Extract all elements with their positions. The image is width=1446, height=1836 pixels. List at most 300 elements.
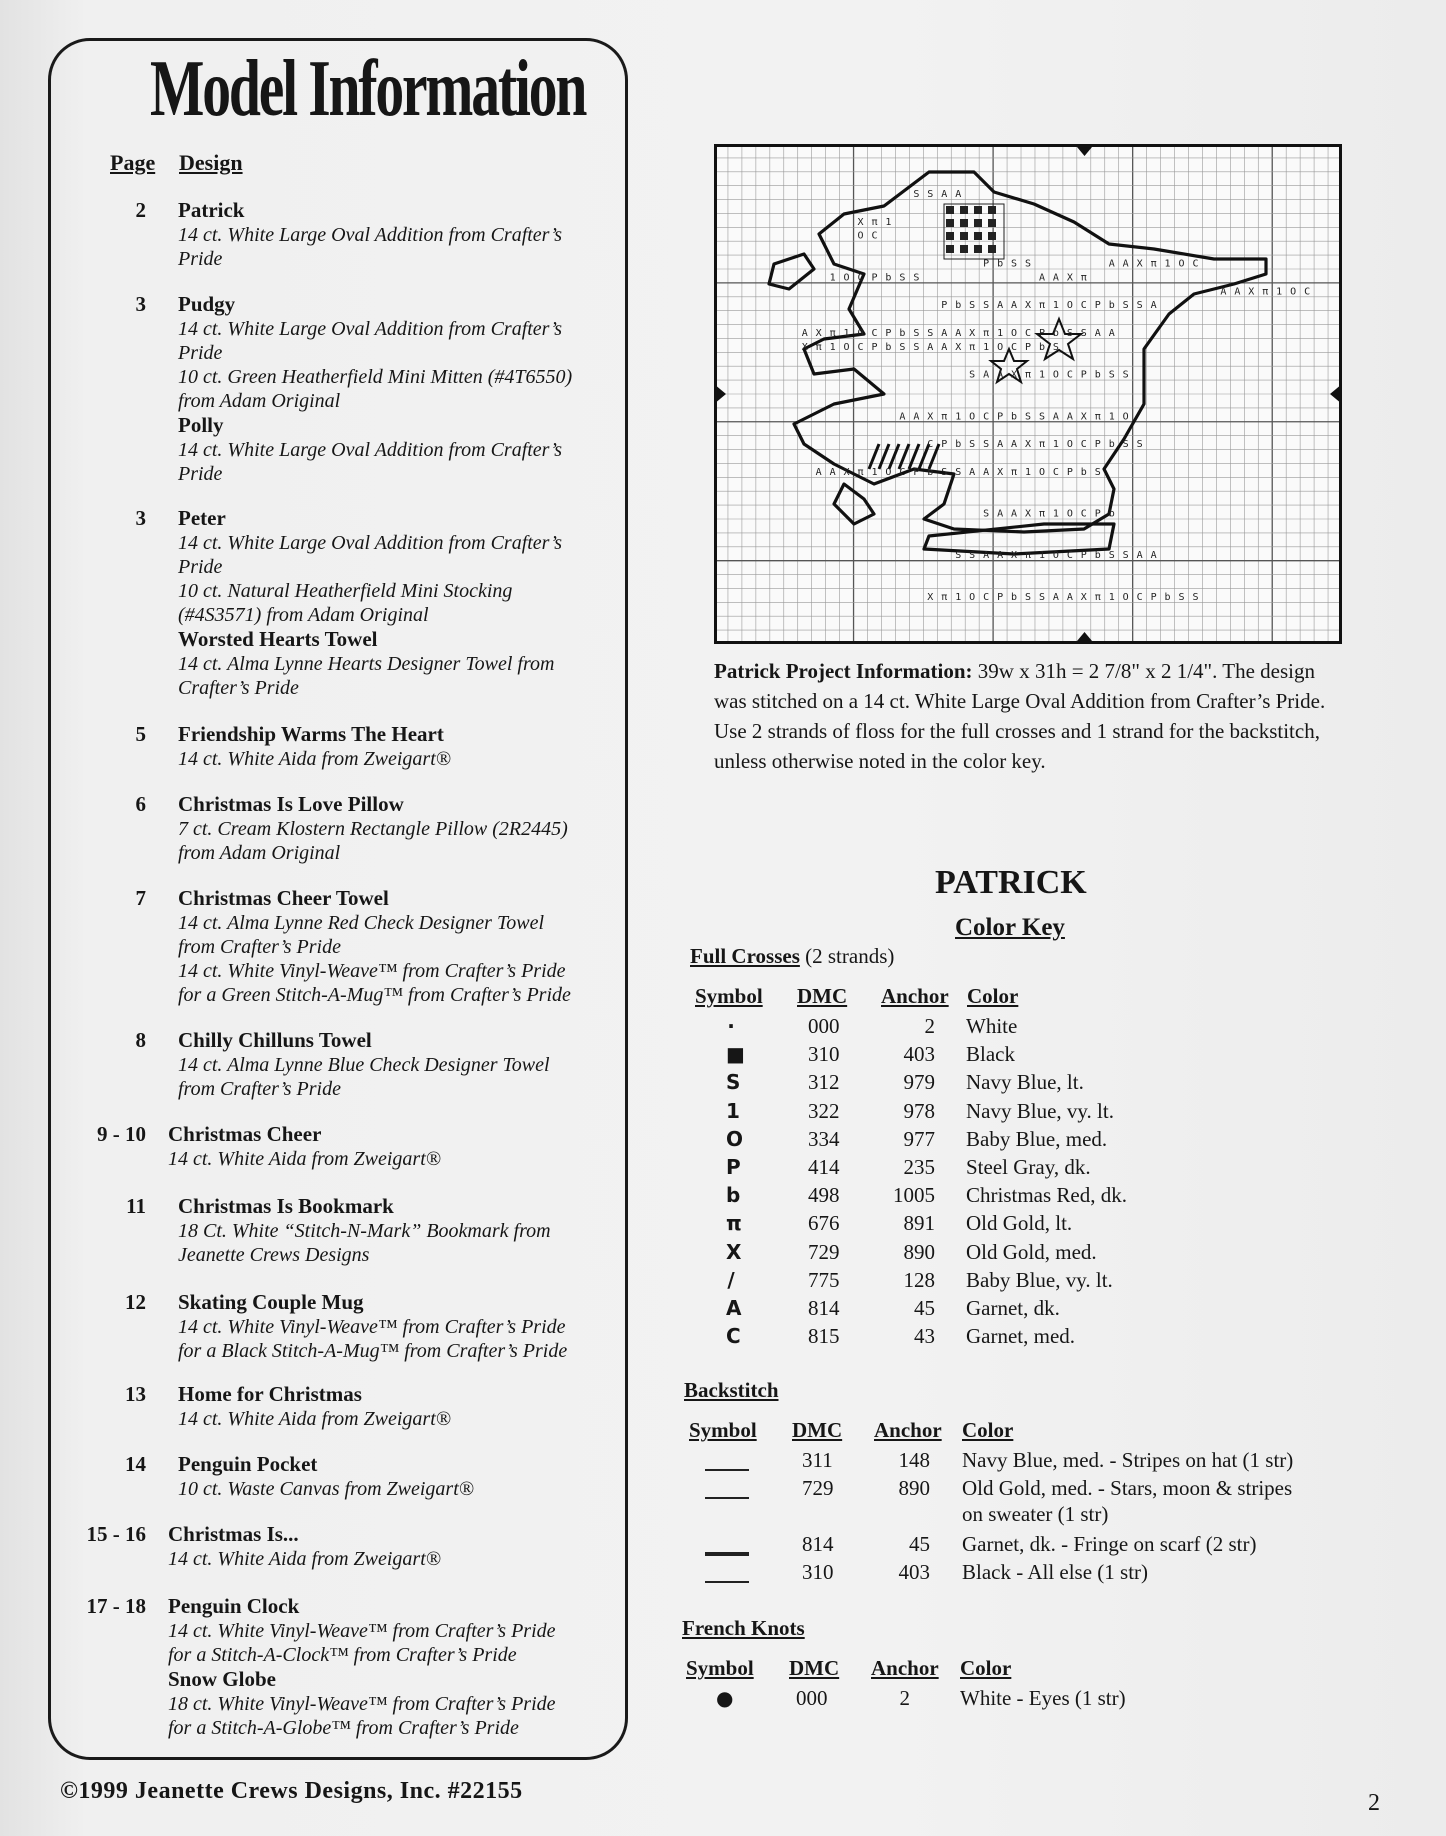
svg-text:A: A [1011, 439, 1018, 451]
dmc-number: 775 [808, 1267, 840, 1292]
entry-designs [178, 722, 618, 771]
dmc-number: 814 [802, 1532, 834, 1556]
svg-text:S: S [983, 300, 990, 312]
entry-page: 9 - 10 [97, 1122, 146, 1146]
svg-text:C: C [927, 439, 934, 451]
svg-text:1: 1 [1038, 369, 1045, 381]
svg-text:π: π [941, 411, 948, 423]
svg-text:O: O [969, 591, 976, 603]
svg-text:b: b [1011, 411, 1018, 423]
svg-text:O: O [1011, 327, 1018, 339]
svg-text:S: S [1011, 258, 1018, 270]
svg-text:P: P [1080, 550, 1087, 562]
svg-text:1: 1 [843, 327, 850, 339]
design-name: Peter [178, 506, 226, 530]
svg-text:X: X [843, 466, 850, 478]
svg-text:S: S [969, 300, 976, 312]
design-material: for a Stitch-A-Clock™ from Crafter’s Pride [168, 1644, 517, 1666]
svg-text:π: π [1094, 411, 1101, 423]
design-material: 14 ct. White Aida from Zweigart® [168, 1148, 441, 1170]
entry-designs [178, 506, 618, 700]
svg-text:P: P [1150, 591, 1157, 603]
svg-text:A: A [997, 439, 1004, 451]
svg-text:A: A [1066, 411, 1073, 423]
svg-text:π: π [829, 327, 836, 339]
design-name: Penguin Pocket [178, 1452, 318, 1476]
svg-text:S: S [1136, 300, 1143, 312]
color-name: Baby Blue, med. [966, 1126, 1108, 1151]
svg-text:S: S [969, 439, 976, 451]
color-name: Garnet, dk. [966, 1296, 1060, 1320]
svg-text:b: b [997, 258, 1004, 270]
design-material: 7 ct. Cream Klostern Rectangle Pillow (2R2445) [178, 818, 568, 840]
svg-text:b: b [1164, 591, 1171, 603]
svg-text:S: S [1108, 369, 1115, 381]
svg-text:S: S [1178, 591, 1185, 603]
cross-stitch-chart [714, 144, 1342, 644]
svg-text:S: S [955, 466, 962, 478]
svg-text:A: A [1122, 258, 1129, 270]
svg-text:π: π [815, 341, 822, 353]
svg-text:C: C [899, 466, 906, 478]
svg-text:S: S [1094, 466, 1101, 478]
svg-text:X: X [1024, 508, 1032, 520]
design-title: PATRICK [935, 864, 1087, 901]
svg-text:P: P [941, 439, 948, 451]
svg-text:1: 1 [1276, 286, 1283, 298]
svg-text:C: C [871, 230, 878, 242]
svg-text:C: C [857, 341, 864, 353]
svg-text:π: π [941, 591, 948, 603]
svg-text:A: A [1150, 300, 1157, 312]
design-name: Pudgy [178, 292, 236, 316]
svg-text:P: P [1094, 439, 1101, 451]
entry-designs [178, 1452, 618, 1501]
dmc-number: 498 [808, 1183, 840, 1208]
design-material: Crafter’s Pride [178, 677, 299, 699]
color-name: White - Eyes (1 str) [960, 1686, 1126, 1710]
dmc-number: 814 [808, 1296, 840, 1320]
svg-text:C: C [1304, 286, 1311, 298]
design-name: Worsted Hearts Towel [178, 627, 378, 651]
design-material: Pride [178, 248, 223, 270]
svg-text:P: P [885, 327, 892, 339]
svg-text:P: P [871, 341, 878, 353]
stitch-symbol: ■ [726, 1042, 745, 1067]
svg-text:A: A [941, 341, 948, 353]
stitch-symbol: · [727, 1014, 735, 1038]
model-information-title: Model Information [150, 45, 586, 133]
anchor-number: 403 [898, 1560, 930, 1584]
stitch-symbol: b [726, 1183, 741, 1208]
svg-text:X: X [1024, 439, 1032, 451]
svg-text:S: S [1122, 550, 1129, 562]
svg-text:A: A [1136, 550, 1143, 562]
svg-text:X: X [1080, 411, 1087, 423]
svg-text:S: S [1024, 258, 1032, 270]
svg-text:O: O [1066, 300, 1073, 312]
svg-text:A: A [927, 341, 934, 353]
project-info-label: Patrick Project Information: [714, 659, 973, 683]
entry-page: 11 [126, 1194, 146, 1218]
anchor-number: 890 [903, 1239, 935, 1264]
full-crosses-heading: Full Crosses (2 strands) [690, 944, 895, 968]
svg-text:A: A [941, 189, 948, 201]
svg-text:C: C [1011, 341, 1018, 353]
dmc-number: 311 [802, 1448, 833, 1472]
svg-text:S: S [1080, 327, 1087, 339]
svg-text:O: O [843, 272, 850, 284]
svg-text:1: 1 [1038, 550, 1045, 562]
color-name: White [966, 1014, 1018, 1038]
svg-text:S: S [1136, 439, 1143, 451]
entry-designs [178, 1290, 618, 1363]
svg-text:1: 1 [955, 591, 962, 603]
design-name: Patrick [178, 198, 245, 222]
svg-text:S: S [1052, 341, 1059, 353]
svg-text:S: S [1038, 411, 1045, 423]
dmc-number: 310 [808, 1042, 840, 1067]
design-material: 14 ct. White Vinyl-Weave™ from Crafter’s Pride [178, 960, 566, 982]
design-name: Christmas Is Love Pillow [178, 792, 404, 816]
svg-text:1: 1 [997, 327, 1004, 339]
stitch-symbol: S [726, 1070, 741, 1095]
dmc-number: 322 [808, 1098, 840, 1123]
svg-text:O: O [1038, 466, 1045, 478]
svg-text:X: X [1011, 550, 1018, 562]
svg-text:S: S [1066, 327, 1073, 339]
design-material: Pride [178, 556, 223, 578]
stitch-symbol: π [726, 1211, 742, 1236]
svg-text:b: b [1108, 439, 1115, 451]
svg-text:P: P [997, 411, 1004, 423]
design-material: 14 ct. Alma Lynne Blue Check Designer Towel [178, 1054, 550, 1076]
svg-text:A: A [1108, 258, 1115, 270]
svg-text:π: π [1094, 591, 1101, 603]
project-description: The design was stitched on a 14 ct. White Large Oval Addition from Crafter’s Pride. Use 2 strands of floss for the full crosses and 1 strand for the backstitch, unless otherwise noted in the color key. [714, 659, 1326, 773]
color-name: Old Gold, lt. [966, 1211, 1073, 1236]
svg-text:C: C [857, 272, 864, 284]
entry-page: 3 [135, 506, 146, 530]
anchor-number: 890 [898, 1476, 930, 1500]
project-information [714, 656, 1334, 776]
entry-page: 17 - 18 [86, 1594, 146, 1618]
svg-text:1: 1 [829, 272, 836, 284]
svg-text:A: A [941, 327, 948, 339]
svg-text:S: S [1038, 591, 1045, 603]
svg-text:A: A [913, 411, 920, 423]
column-header-color: Color [962, 1418, 1014, 1442]
svg-text:S: S [913, 327, 920, 339]
column-header-dmc: DMC [792, 1418, 843, 1442]
svg-text:S: S [1122, 369, 1129, 381]
entry-designs [168, 1122, 608, 1171]
svg-text:S: S [899, 272, 906, 284]
design-material: 14 ct. Alma Lynne Red Check Designer Towel [178, 912, 545, 934]
svg-text:S: S [913, 189, 920, 201]
page-number: 2 [1368, 1790, 1380, 1816]
stitch-symbol: / [727, 1267, 735, 1292]
svg-text:S: S [969, 550, 976, 562]
svg-text:O: O [1122, 411, 1129, 423]
svg-text:S: S [927, 189, 934, 201]
entry-designs [178, 1194, 618, 1267]
anchor-number: 43 [914, 1324, 935, 1349]
svg-text:X: X [927, 591, 934, 603]
design-name: Christmas Is... [168, 1522, 299, 1546]
svg-text:A: A [1150, 550, 1157, 562]
design-column-header: Design [179, 150, 243, 175]
svg-text:O: O [997, 341, 1004, 353]
svg-text:C: C [1080, 439, 1087, 451]
svg-text:S: S [913, 341, 920, 353]
svg-text:C: C [1080, 300, 1087, 312]
svg-text:π: π [871, 216, 878, 228]
svg-text:1: 1 [885, 216, 892, 228]
stitch-symbol: O [726, 1126, 744, 1151]
copyright-footer: ©1999 Jeanette Crews Designs, Inc. #22155 [60, 1778, 523, 1804]
column-header-anchor: Anchor [874, 1418, 942, 1442]
svg-text:S: S [1024, 591, 1032, 603]
svg-text:P: P [1094, 508, 1101, 520]
svg-text:b: b [1038, 341, 1045, 353]
design-material: 14 ct. White Large Oval Addition from Crafter’s [178, 318, 563, 340]
svg-text:π: π [857, 466, 864, 478]
anchor-number: 2 [924, 1014, 935, 1038]
svg-text:X: X [955, 341, 962, 353]
svg-text:S: S [1122, 300, 1129, 312]
svg-text:1: 1 [1164, 258, 1171, 270]
design-material: for a Black Stitch-A-Mug™ from Crafter’s Pride [178, 1340, 568, 1362]
color-name: Old Gold, med. [966, 1239, 1097, 1264]
anchor-number: 403 [903, 1042, 935, 1067]
stitch-symbol: 1 [726, 1098, 740, 1123]
svg-text:A: A [1011, 300, 1018, 312]
svg-text:C: C [983, 411, 990, 423]
svg-text:P: P [997, 591, 1004, 603]
svg-text:π: π [1024, 369, 1032, 381]
svg-text:P: P [1024, 341, 1032, 353]
column-header-symbol: Symbol [686, 1656, 754, 1680]
svg-text:S: S [1122, 439, 1129, 451]
color-name-continued: on sweater (1 str) [962, 1502, 1109, 1526]
design-material: 10 ct. Green Heatherfield Mini Mitten (#4T6550) [178, 366, 573, 388]
anchor-number: 979 [903, 1070, 935, 1095]
svg-text:A: A [1234, 286, 1241, 298]
svg-text:b: b [1094, 550, 1101, 562]
design-name: Chilly Chilluns Towel [178, 1028, 372, 1052]
design-material: 14 ct. White Aida from Zweigart® [168, 1548, 441, 1570]
column-header-symbol: Symbol [695, 984, 763, 1008]
svg-text:S: S [899, 341, 906, 353]
design-material: from Adam Original [178, 390, 341, 412]
entry-page: 2 [135, 198, 146, 222]
svg-text:A: A [997, 369, 1004, 381]
anchor-number: 978 [903, 1098, 935, 1123]
svg-text:O: O [1066, 439, 1073, 451]
svg-text:π: π [983, 327, 990, 339]
design-material: 18 ct. White Vinyl-Weave™ from Crafter’s Pride [168, 1693, 556, 1715]
design-material: 14 ct. White Aida from Zweigart® [178, 1408, 451, 1430]
anchor-number: 45 [909, 1532, 930, 1556]
backstitch-line-icon [705, 1456, 749, 1481]
svg-text:X: X [927, 411, 934, 423]
svg-text:A: A [1220, 286, 1227, 298]
svg-text:C: C [1066, 369, 1073, 381]
design-material: for a Stitch-A-Globe™ from Crafter’s Pride [168, 1717, 519, 1739]
svg-text:S: S [927, 327, 934, 339]
color-name: Steel Gray, dk. [966, 1155, 1091, 1179]
entry-page: 5 [135, 722, 146, 746]
dmc-number: 310 [802, 1560, 834, 1584]
dmc-number: 815 [808, 1324, 840, 1349]
svg-text:A: A [997, 300, 1004, 312]
svg-text:S: S [941, 466, 948, 478]
svg-text:π: π [1150, 258, 1157, 270]
svg-text:A: A [1038, 272, 1045, 284]
svg-text:b: b [955, 439, 962, 451]
svg-text:C: C [1080, 508, 1087, 520]
svg-text:X: X [1080, 591, 1087, 603]
entry-designs [178, 1382, 618, 1431]
color-name: Black [966, 1042, 1015, 1067]
svg-text:π: π [1262, 286, 1269, 298]
stitch-symbol: C [726, 1324, 741, 1349]
design-material: 14 ct. White Vinyl-Weave™ from Crafter’s Pride [168, 1620, 556, 1642]
svg-text:A: A [983, 369, 990, 381]
svg-text:X: X [857, 216, 864, 228]
anchor-number: 45 [914, 1296, 935, 1320]
anchor-number: 148 [898, 1448, 930, 1472]
design-name: Home for Christmas [178, 1382, 362, 1406]
anchor-number: 1005 [893, 1183, 935, 1208]
svg-text:b: b [1108, 508, 1115, 520]
svg-text:P: P [1038, 327, 1045, 339]
color-name: Navy Blue, med. - Stripes on hat (1 str) [962, 1448, 1294, 1472]
svg-text:C: C [1066, 550, 1073, 562]
color-name: Garnet, med. [966, 1324, 1076, 1349]
column-header-color: Color [967, 984, 1019, 1008]
entry-designs [178, 886, 618, 1007]
svg-text:O: O [1290, 286, 1297, 298]
svg-text:O: O [969, 411, 976, 423]
column-header-symbol: Symbol [689, 1418, 757, 1442]
entry-designs [168, 1594, 608, 1740]
svg-text:P: P [941, 300, 948, 312]
svg-text:π: π [1024, 550, 1032, 562]
svg-text:O: O [1122, 591, 1129, 603]
french-knots-heading: French Knots [682, 1616, 805, 1640]
svg-text:A: A [997, 508, 1004, 520]
backstitch-line-icon [705, 1540, 749, 1565]
dmc-number: 729 [802, 1476, 834, 1500]
svg-text:C: C [1192, 258, 1199, 270]
design-material: 14 ct. Alma Lynne Hearts Designer Towel from [178, 653, 555, 675]
anchor-number: 128 [903, 1267, 935, 1292]
svg-text:1: 1 [1108, 591, 1115, 603]
anchor-number: 891 [903, 1211, 935, 1236]
design-material: 14 ct. White Large Oval Addition from Crafter’s [178, 224, 563, 246]
svg-text:X: X [1011, 369, 1018, 381]
svg-text:b: b [927, 466, 934, 478]
svg-text:1: 1 [1024, 466, 1032, 478]
design-name: Penguin Clock [168, 1594, 300, 1618]
dmc-number: 676 [808, 1211, 840, 1236]
entry-designs [178, 292, 618, 486]
svg-text:b: b [1011, 591, 1018, 603]
entry-designs [178, 1028, 618, 1101]
svg-text:A: A [829, 466, 836, 478]
svg-text:A: A [983, 550, 990, 562]
stitch-symbol: X [726, 1239, 742, 1264]
stitch-symbol: A [726, 1296, 742, 1320]
svg-text:C: C [1136, 591, 1143, 603]
dmc-number: 414 [808, 1155, 840, 1179]
design-material: from Adam Original [178, 842, 341, 864]
svg-text:A: A [983, 466, 990, 478]
french-knot-symbol: ● [716, 1686, 734, 1710]
stitch-symbol: P [726, 1155, 741, 1179]
design-material: 14 ct. White Vinyl-Weave™ from Crafter’s Pride [178, 1316, 566, 1338]
design-material: 14 ct. White Large Oval Addition from Crafter’s [178, 439, 563, 461]
design-material: 18 Ct. White “Stitch-N-Mark” Bookmark from [178, 1220, 551, 1242]
svg-text:b: b [885, 272, 892, 284]
svg-text:P: P [983, 258, 990, 270]
page-column-header: Page [110, 150, 156, 175]
design-name: Friendship Warms The Heart [178, 722, 444, 746]
svg-text:π: π [1038, 439, 1045, 451]
svg-text:C: C [983, 591, 990, 603]
svg-text:P: P [871, 272, 878, 284]
design-name: Christmas Cheer [168, 1122, 322, 1146]
svg-text:C: C [1052, 466, 1059, 478]
design-material: (#4S3571) from Adam Original [178, 604, 429, 626]
svg-text:1: 1 [983, 341, 990, 353]
svg-text:C: C [1024, 327, 1032, 339]
svg-text:S: S [983, 439, 990, 451]
svg-text:A: A [1052, 411, 1059, 423]
color-key-title: Color Key [955, 914, 1065, 941]
anchor-number: 977 [903, 1126, 935, 1151]
svg-text:S: S [1192, 591, 1199, 603]
svg-text:π: π [1038, 300, 1045, 312]
entry-page: 3 [135, 292, 146, 316]
svg-text:O: O [1066, 508, 1073, 520]
color-name: Baby Blue, vy. lt. [966, 1267, 1113, 1292]
svg-text:P: P [1066, 466, 1073, 478]
design-name: Skating Couple Mug [178, 1290, 364, 1314]
design-material: from Crafter’s Pride [178, 1078, 341, 1100]
entry-designs [178, 792, 618, 865]
design-material: 14 ct. White Aida from Zweigart® [178, 748, 451, 770]
svg-text:X: X [997, 466, 1004, 478]
svg-text:b: b [955, 300, 962, 312]
anchor-number: 2 [899, 1686, 910, 1710]
svg-text:S: S [913, 272, 920, 284]
svg-text:π: π [1038, 508, 1045, 520]
svg-text:P: P [1094, 300, 1101, 312]
svg-text:S: S [1108, 550, 1115, 562]
design-name: Christmas Is Bookmark [178, 1194, 394, 1218]
column-header-dmc: DMC [789, 1656, 840, 1680]
color-name: Old Gold, med. - Stars, moon & stripes [962, 1476, 1293, 1500]
svg-text:π: π [1011, 466, 1018, 478]
color-name: Navy Blue, lt. [966, 1070, 1084, 1095]
svg-text:1: 1 [1052, 300, 1059, 312]
design-material: for a Green Stitch-A-Mug™ from Crafter’s Pride [178, 984, 571, 1006]
svg-text:O: O [1052, 550, 1059, 562]
svg-text:S: S [983, 508, 990, 520]
